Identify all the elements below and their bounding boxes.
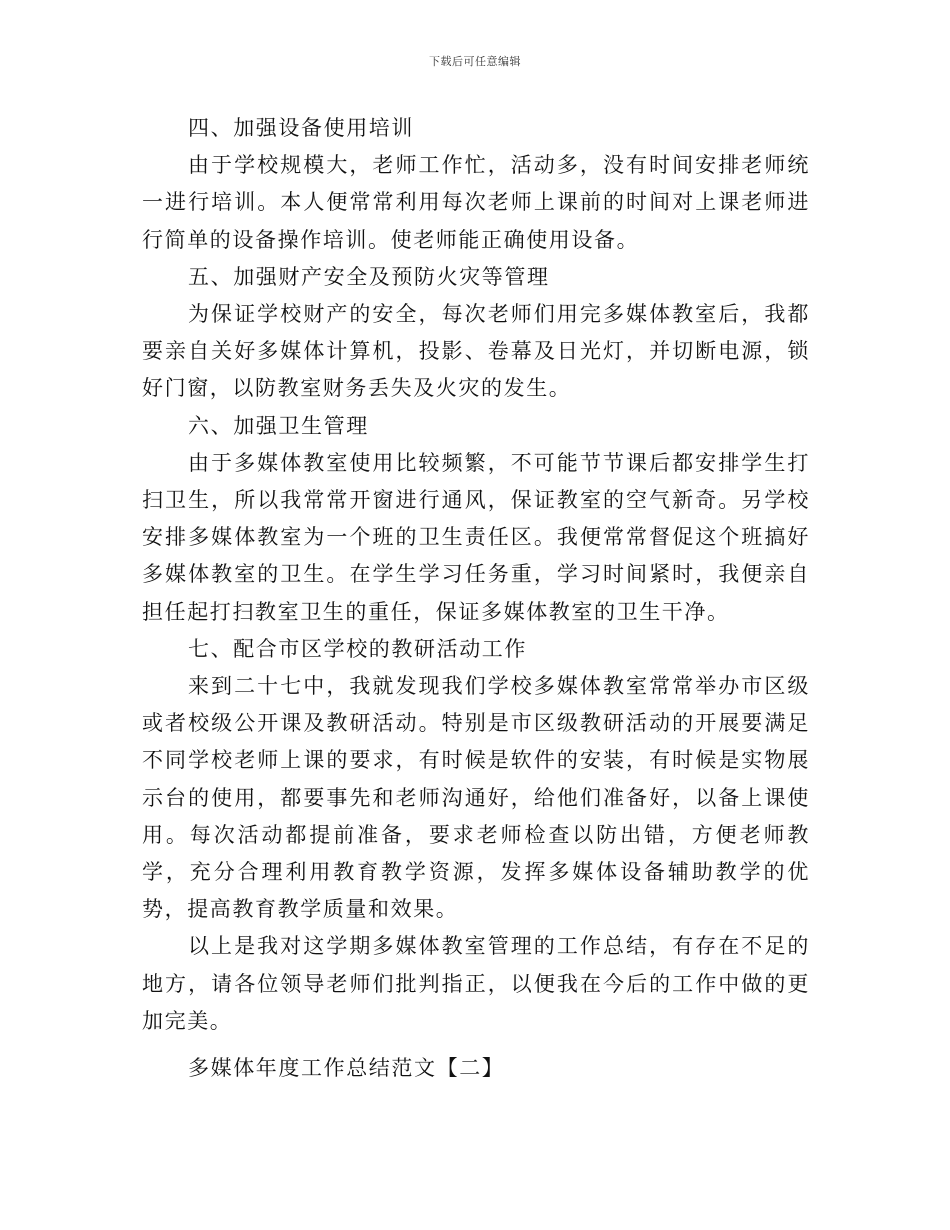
conclusion-paragraph: 以上是我对这学期多媒体教室管理的工作总结，有存在不足的地方，请各位领导老师们批判指正，以便我在今后的工作中做的更加完美。 bbox=[142, 934, 810, 1033]
section-body-5: 为保证学校财产的安全，每次老师们用完多媒体教室后，我都要亲自关好多媒体计算机，投影、卷幕及日光灯，并切断电源，锁好门窗，以防教室财务丢失及火灾的发生。 bbox=[142, 302, 810, 401]
section-body-6: 由于多媒体教室使用比较频繁，不可能节节课后都安排学生打扫卫生，所以我常常开窗进行通风，保证教室的空气新奇。另学校安排多媒体教室为一个班的卫生责任区。我便常常督促这个班搞好多媒体教室的卫生。在学生学习任务重，学习时间紧时，我便亲自担任起打扫教室卫生的重任，保证多媒体教室的卫生干净。 bbox=[142, 450, 810, 624]
page-header: 下载后可任意编辑 bbox=[429, 55, 521, 68]
next-article-title: 多媒体年度工作总结范文【二】 bbox=[188, 1056, 505, 1081]
section-heading-7: 七、配合市区学校的教研活动工作 bbox=[188, 636, 527, 661]
section-heading-4: 四、加强设备使用培训 bbox=[188, 116, 414, 140]
section-heading-5: 五、加强财产安全及预防火灾等管理 bbox=[188, 264, 550, 289]
section-body-4: 由于学校规模大，老师工作忙，活动多，没有时间安排老师统一进行培训。本人便常常利用每次老师上课前的时间对上课老师进行简单的设备操作培训。使老师能正确使用设备。 bbox=[142, 153, 810, 252]
section-body-7: 来到二十七中，我就发现我们学校多媒体教室常常举办市区级或者校级公开课及教研活动。特别是市区级教研活动的开展要满足不同学校老师上课的要求，有时候是软件的安装，有时候是实物展示台的使用，都要事先和老师沟通好，给他们准备好，以备上课使用。每次活动都提前准备，要求老师检查以防出错，方便老师教学，充分合理利用教育教学资源，发挥多媒体设备辅助教学的优势，提高教育教学质量和效果。 bbox=[142, 674, 810, 922]
document-body bbox=[142, 110, 810, 1087]
section-heading-6: 六、加强卫生管理 bbox=[188, 413, 369, 438]
